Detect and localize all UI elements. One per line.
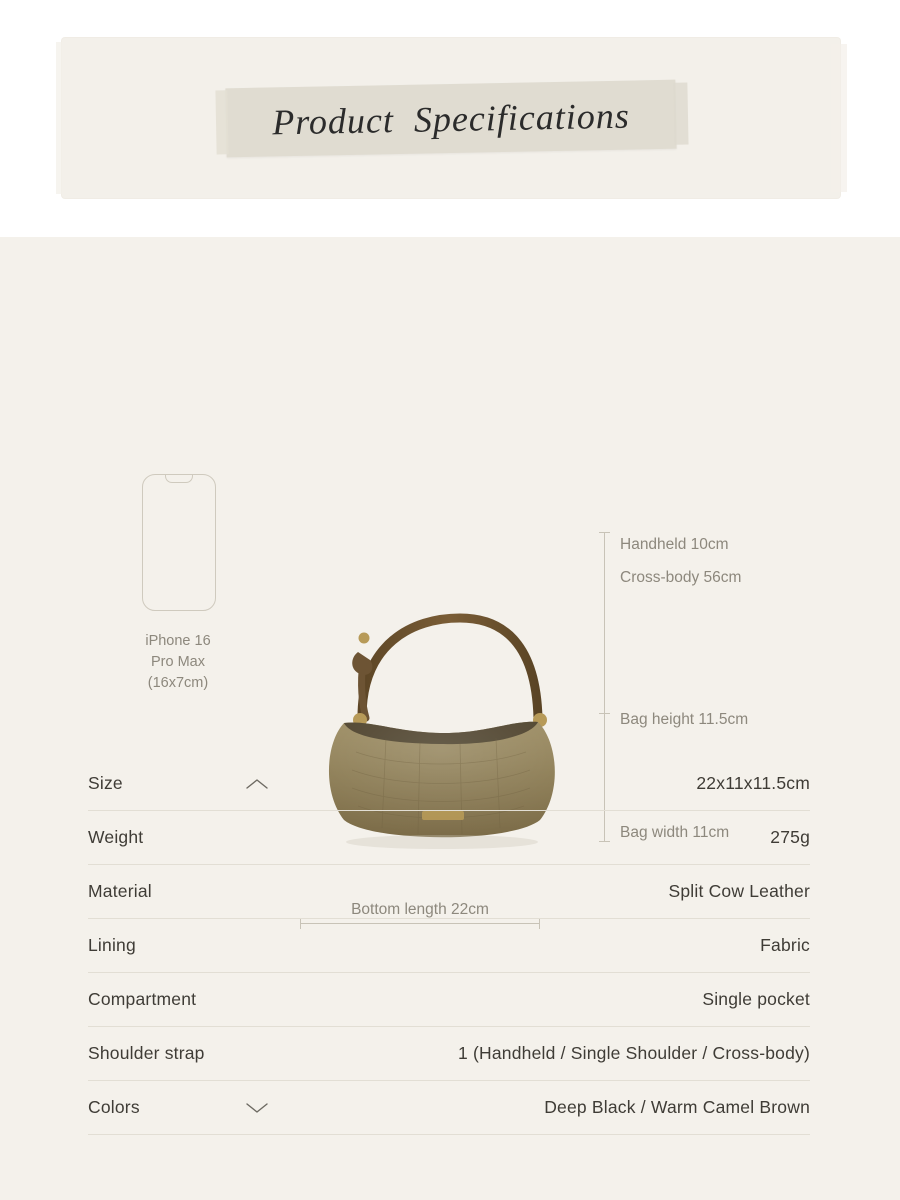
measure-label-bottom-length: Bottom length 22cm [300, 901, 540, 919]
phone-caption-line3: (16x7cm) [147, 675, 209, 691]
measure-label-handheld: Handheld 10cm [620, 536, 729, 553]
spec-label-size: Size [88, 773, 123, 793]
chevron-down-icon[interactable] [246, 1102, 268, 1113]
spec-value-lining: Fabric [760, 935, 810, 955]
spec-row-lining [88, 919, 810, 973]
spec-row-colors[interactable] [88, 1081, 810, 1135]
spec-row-compartment [88, 973, 810, 1027]
page-title: Product Specifications [271, 95, 631, 142]
measure-tick-top [599, 532, 610, 533]
spec-value-colors: Deep Black / Warm Camel Brown [544, 1097, 810, 1117]
spec-value-weight: 275g [770, 827, 810, 847]
spec-row-size[interactable] [88, 757, 810, 811]
spec-label-material: Material [88, 881, 152, 901]
measure-label-bag-width: Bag width 11cm [620, 824, 730, 841]
spec-label-colors: Colors [88, 1097, 140, 1117]
spec-value-size: 22x11x11.5cm [696, 773, 810, 793]
spec-value-material: Split Cow Leather [668, 881, 810, 901]
phone-caption-line1: iPhone 16 [145, 633, 211, 649]
spec-value-compartment: Single pocket [702, 989, 810, 1009]
spec-row-material [88, 865, 810, 919]
spec-row-weight [88, 811, 810, 865]
phone-caption [108, 631, 248, 694]
measure-label-crossbody: Cross-body 56cm [620, 569, 742, 586]
spec-label-shoulder-strap: Shoulder strap [88, 1043, 205, 1063]
measure-label-bag-height: Bag height 11.5cm [620, 711, 749, 728]
measure-tick-mid [599, 713, 610, 714]
spec-row-shoulder-strap [88, 1027, 810, 1081]
specifications-table [88, 757, 810, 1135]
spec-value-shoulder-strap: 1 (Handheld / Single Shoulder / Cross-body) [458, 1043, 810, 1063]
phone-outline-icon [142, 474, 216, 611]
chevron-up-icon[interactable] [246, 778, 268, 789]
spec-label-compartment: Compartment [88, 989, 197, 1009]
header-banner [0, 0, 900, 237]
phone-notch-icon [165, 475, 193, 483]
phone-caption-line2: Pro Max [151, 654, 205, 670]
spec-label-weight: Weight [88, 827, 144, 847]
spec-label-lining: Lining [88, 935, 136, 955]
